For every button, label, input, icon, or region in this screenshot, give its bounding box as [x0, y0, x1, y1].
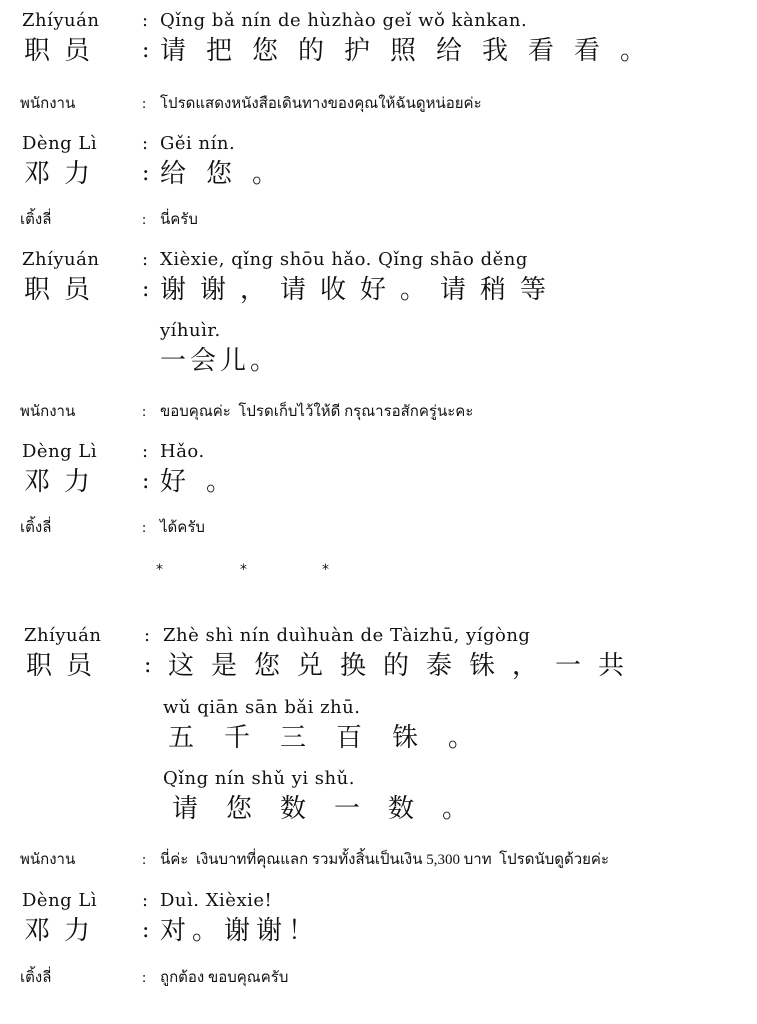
speaker-pinyin: Zhíyuán	[24, 625, 102, 646]
utterance-pinyin: Duì. Xièxie!	[160, 890, 273, 911]
utterance-chinese: 这是您兑换的泰铢，一共	[168, 651, 642, 681]
colon: :	[142, 852, 147, 868]
translation-thai: นี่ครับ	[160, 212, 198, 228]
utterance-pinyin: Qǐng bǎ nín de hùzhào geǐ wǒ kànkan.	[160, 10, 528, 31]
translation-thai: ได้ครับ	[160, 520, 205, 536]
utterance-chinese: 请把您的护照给我看看。	[160, 36, 667, 66]
colon: :	[142, 441, 149, 462]
colon: :	[142, 96, 147, 112]
colon: :	[144, 625, 151, 646]
utterance-chinese: 谢谢，请收好。请稍等	[160, 275, 561, 305]
utterance-chinese: 对。谢谢！	[160, 916, 321, 946]
colon: :	[144, 653, 152, 678]
speaker-thai: พนักงาน	[20, 404, 76, 420]
speaker-pinyin: Dèng Lì	[22, 441, 98, 462]
speaker-thai: เติ้งลี่	[20, 520, 52, 536]
utterance-chinese: 五千三百铢。	[168, 723, 505, 753]
speaker-thai: เติ้งลี่	[20, 970, 52, 986]
colon: :	[142, 469, 150, 494]
utterance-chinese: 一会儿。	[160, 346, 281, 376]
colon: :	[142, 212, 147, 228]
translation-thai: นี่ค่ะ เงินบาทที่คุณแลก รวมทั้งสิ้นเป็นเงิน 5,300 บาท โปรดนับดูด้วยค่ะ	[160, 852, 610, 868]
colon: :	[142, 970, 147, 986]
colon: :	[142, 277, 150, 302]
colon: :	[142, 404, 147, 420]
translation-thai: ถูกต้อง ขอบคุณครับ	[160, 970, 289, 986]
utterance-pinyin: Qǐng nín shǔ yi shǔ.	[163, 768, 355, 789]
utterance-pinyin: Xièxie, qǐng shōu hǎo. Qǐng shāo děng	[160, 249, 528, 270]
separator-asterisk: *	[240, 562, 247, 578]
speaker-chinese: 邓力	[24, 916, 105, 946]
utterance-chinese: 给您。	[160, 159, 299, 189]
separator-asterisk: *	[156, 562, 163, 578]
speaker-pinyin: Dèng Lì	[22, 890, 98, 911]
utterance-pinyin: Zhè shì nín duìhuàn de Tàizhū, yígòng	[163, 625, 531, 646]
speaker-thai: พนักงาน	[20, 852, 76, 868]
colon: :	[142, 520, 147, 536]
speaker-chinese: 职员	[26, 651, 107, 681]
colon: :	[142, 10, 149, 31]
speaker-chinese: 职员	[24, 36, 105, 66]
utterance-pinyin: wǔ qiān sān bǎi zhū.	[163, 697, 361, 718]
speaker-pinyin: Dèng Lì	[22, 133, 98, 154]
utterance-pinyin: yíhuìr.	[160, 320, 221, 341]
utterance-pinyin: Gěi nín.	[160, 133, 236, 154]
colon: :	[142, 918, 150, 943]
utterance-chinese: 请您数一数。	[172, 794, 497, 824]
separator-asterisk: *	[322, 562, 329, 578]
speaker-pinyin: Zhíyuán	[22, 10, 100, 31]
translation-thai: โปรดแสดงหนังสือเดินทางของคุณให้ฉันดูหน่อยค่ะ	[160, 96, 482, 112]
speaker-chinese: 职员	[24, 275, 105, 305]
colon: :	[142, 890, 149, 911]
colon: :	[142, 38, 150, 63]
colon: :	[142, 133, 149, 154]
utterance-pinyin: Hǎo.	[160, 441, 205, 462]
colon: :	[142, 161, 150, 186]
translation-thai: ขอบคุณค่ะ โปรดเก็บไว้ให้ดี กรุณารอสักครู่นะคะ	[160, 404, 474, 420]
utterance-chinese: 好。	[160, 467, 253, 497]
speaker-chinese: 邓力	[24, 467, 105, 497]
colon: :	[142, 249, 149, 270]
speaker-thai: พนักงาน	[20, 96, 76, 112]
speaker-pinyin: Zhíyuán	[22, 249, 100, 270]
speaker-chinese: 邓力	[24, 159, 105, 189]
speaker-thai: เติ้งลี่	[20, 212, 52, 228]
